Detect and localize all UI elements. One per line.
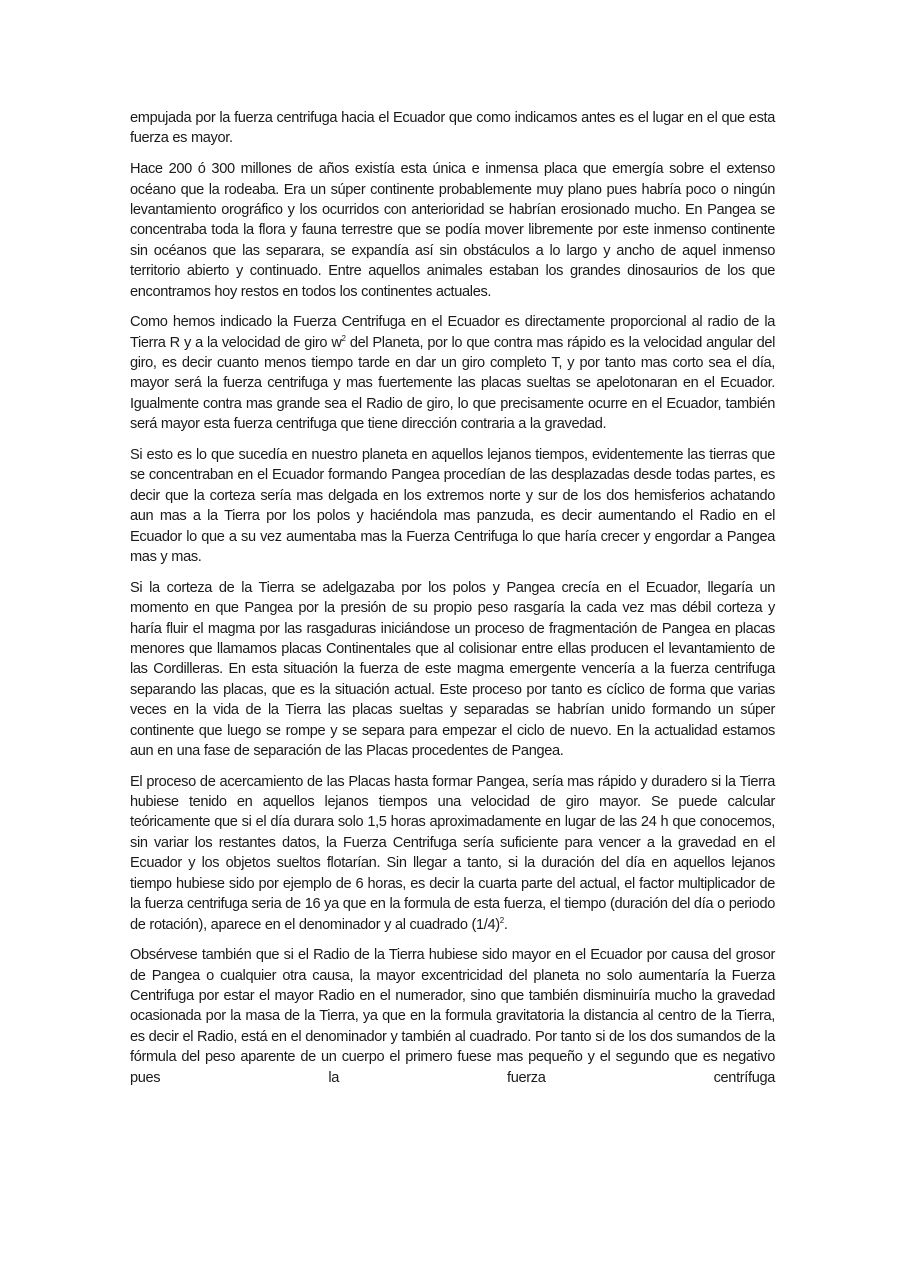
paragraph-text: El proceso de acercamiento de las Placas hasta formar Pangea, sería mas rápido y duradero si la Tierra hubiese tenido en aquellos lejanos tiempos una velocidad de giro mayor. Se puede calcular teóricamente que si el día durara solo 1,5 horas aproximadamente en lugar de las 24 h que conocemos, sin variar los restantes datos, la Fuerza Centrifuga sería suficiente para vencer a la gravedad en el Ecuador y los objetos sueltos flotarían. Sin llegar a tanto, si la duración del día en aquellos lejanos tiempo hubiese sido por ejemplo de 6 horas, es decir la cuarta parte del actual, el factor multiplicador de la fuerza centrifuga seria de 16 ya que en la formula de esta fuerza, el tiempo (duración del día o periodo de rotación), aparece en el denominador y al cuadrado (1/4) bbox=[130, 773, 775, 933]
paragraph-4 bbox=[130, 445, 775, 567]
paragraph-text: Hace 200 ó 300 millones de años existía esta única e inmensa placa que emergía sobre el extenso océano que la rodeaba. Era un súper continente probablemente muy plano pues habría poco o ningún levantamiento orográfico y los ocurridos con anterioridad se habrían erosionado mucho. En Pangea se concentraba toda la flora y fauna terrestre que se podía mover libremente por este inmenso continente sin océanos que las separara, se expandía así sin obstáculos a lo largo y ancho de aquel inmenso territorio abierto y continuado. Entre aquellos animales estaban los grandes dinosaurios de los que encontramos hoy restos en todos los continentes actuales. bbox=[130, 161, 775, 300]
paragraph-text: Si esto es lo que sucedía en nuestro planeta en aquellos lejanos tiempos, evidentemente las tierras que se concentraban en el Ecuador formando Pangea procedían de las desplazadas desde todas partes, es decir que la corteza sería mas delgada en los extremos norte y sur de los dos hemisferios achatando aun mas a la Tierra por los polos y haciéndola mas panzuda, es decir aumentando el Radio en el Ecuador lo que a su vez aumentaba mas la Fuerza Centrifuga lo que haría crecer y engordar a Pangea mas y mas. bbox=[130, 446, 775, 566]
paragraph-2 bbox=[130, 159, 775, 302]
document-page bbox=[130, 108, 775, 1098]
paragraph-text: empujada por la fuerza centrifuga hacia el Ecuador que como indicamos antes es el lugar en el que esta fuerza es mayor. bbox=[130, 110, 775, 147]
paragraph-text: Si la corteza de la Tierra se adelgazaba por los polos y Pangea crecía en el Ecuador, llegaría un momento en que Pangea por la presión de su propio peso rasgaría la cada vez mas débil corteza y haría fluir el magma por las rasgaduras iniciándose un proceso de fragmentación de Pangea en placas menores que llamamos placas Continentales que al colisionar entre ellas producen el levantamiento de las Cordilleras. En esta situación la fuerza de este magma emergente vencería a la fuerza centrifuga separando las placas, que es la situación actual. Este proceso por tanto es cíclico de forma que varias veces en la vida de la Tierra las placas sueltas y separadas se habrían unido formando un súper continente que luego se rompe y se separa para empezar el ciclo de nuevo. En la actualidad estamos aun en una fase de separación de las Placas procedentes de Pangea. bbox=[130, 579, 775, 759]
paragraph-text: del Planeta, por lo que contra mas rápido es la velocidad angular del giro, es decir cuanto menos tiempo tarde en dar un giro completo T, y por tanto mas corto sea el día, mayor será la fuerza centrifuga y mas fuertemente las placas sueltas se apelotonaran en el Ecuador. Igualmente contra mas grande sea el Radio de giro, lo que precisamente ocurre en el Ecuador, también será mayor esta fuerza centrifuga que tiene dirección contraria a la gravedad. bbox=[130, 334, 775, 433]
superscript-exponent: 2 bbox=[341, 333, 346, 343]
paragraph-text: Obsérvese también que si el Radio de la Tierra hubiese sido mayor en el Ecuador por causa del grosor de Pangea o cualquier otra causa, la mayor excentricidad del planeta no solo aumentaría la Fuerza Centrifuga por estar el mayor Radio en el numerador, sino que también disminuiría mucho la gravedad ocasionada por la masa de la Tierra, ya que en la formula gravitatoria la distancia al centro de la Tierra, es decir el Radio, está en el denominador y también al cuadrado. Por tanto si de los dos sumandos de la fórmula del peso aparente de un cuerpo el primero fuese mas pequeño y el segundo que es negativo pues la fuerza centrífuga bbox=[130, 947, 775, 1086]
paragraph-5 bbox=[130, 578, 775, 762]
paragraph-text: Como hemos indicado la Fuerza Centrifuga en el Ecuador es directamente proporcional al radio de la Tierra R y a la velocidad de giro w bbox=[130, 314, 775, 351]
superscript-exponent: 2 bbox=[499, 915, 504, 925]
paragraph-7 bbox=[130, 945, 775, 1088]
paragraph-6 bbox=[130, 772, 775, 935]
paragraph-3 bbox=[130, 312, 775, 434]
paragraph-text: . bbox=[503, 916, 508, 933]
paragraph-1 bbox=[130, 108, 775, 149]
